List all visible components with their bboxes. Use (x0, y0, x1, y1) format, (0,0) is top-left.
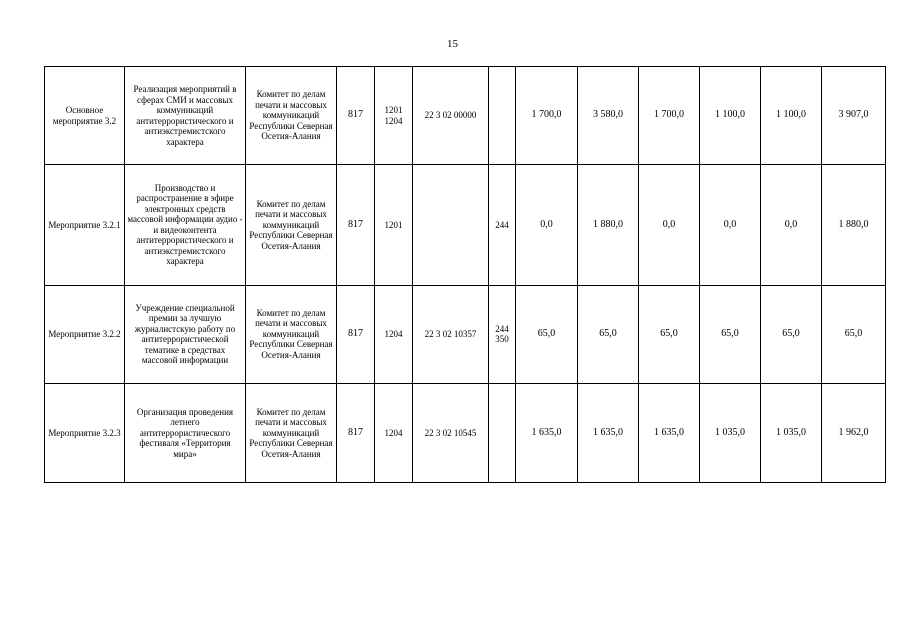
amount-cell: 1 635,0 (516, 383, 578, 482)
activity-name-cell: Производство и распространение в эфире электронных средств массовой информации аудио - и видеоконтента антитеррористического и антиэкстремистского характера (125, 165, 246, 285)
amount-cell: 1 035,0 (700, 383, 761, 482)
status-cell: Мероприятие 3.2.2 (45, 285, 125, 383)
activity-name-cell: Учреждение специальной премии за лучшую журналистскую работу по антитеррористической тематике в средствах массовой информации (125, 285, 246, 383)
amount-cell: 3 907,0 (822, 67, 886, 165)
status-cell: Мероприятие 3.2.3 (45, 383, 125, 482)
amount-cell: 1 880,0 (822, 165, 886, 285)
activity-name-cell: Организация проведения летнего антитеррористического фестиваля «Территория мира» (125, 383, 246, 482)
program-budget-table (44, 66, 886, 483)
amount-cell: 1 635,0 (578, 383, 639, 482)
amount-cell: 65,0 (516, 285, 578, 383)
status-cell: Основное мероприятие 3.2 (45, 67, 125, 165)
amount-cell: 65,0 (761, 285, 822, 383)
csr-cell: 22 3 02 10357 (413, 285, 489, 383)
grbs-cell: 817 (337, 67, 375, 165)
amount-cell: 0,0 (700, 165, 761, 285)
csr-cell: 22 3 02 10545 (413, 383, 489, 482)
amount-cell: 65,0 (639, 285, 700, 383)
amount-cell: 1 962,0 (822, 383, 886, 482)
page-number: 15 (447, 38, 458, 50)
amount-cell: 0,0 (761, 165, 822, 285)
rzpr-cell: 1201 1204 (375, 67, 413, 165)
amount-cell: 1 635,0 (639, 383, 700, 482)
grbs-cell: 817 (337, 165, 375, 285)
grbs-cell: 817 (337, 285, 375, 383)
table-row (45, 165, 886, 285)
executor-cell: Комитет по делам печати и массовых коммуникаций Республики Северная Осетия-Алания (246, 67, 337, 165)
table-row (45, 285, 886, 383)
vr-cell (489, 383, 516, 482)
amount-cell: 1 100,0 (700, 67, 761, 165)
status-cell: Мероприятие 3.2.1 (45, 165, 125, 285)
amount-cell: 1 700,0 (516, 67, 578, 165)
vr-cell: 244 (489, 165, 516, 285)
table-row (45, 383, 886, 482)
executor-cell: Комитет по делам печати и массовых коммуникаций Республики Северная Осетия-Алания (246, 285, 337, 383)
amount-cell: 1 700,0 (639, 67, 700, 165)
amount-cell: 0,0 (639, 165, 700, 285)
vr-cell (489, 67, 516, 165)
table-row (45, 67, 886, 165)
amount-cell: 3 580,0 (578, 67, 639, 165)
grbs-cell: 817 (337, 383, 375, 482)
amount-cell: 1 035,0 (761, 383, 822, 482)
amount-cell: 65,0 (822, 285, 886, 383)
csr-cell: 22 3 02 00000 (413, 67, 489, 165)
activity-name-cell: Реализация мероприятий в сферах СМИ и массовых коммуникаций антитеррористического и антиэкстремистского характера (125, 67, 246, 165)
amount-cell: 65,0 (578, 285, 639, 383)
rzpr-cell: 1204 (375, 285, 413, 383)
amount-cell: 65,0 (700, 285, 761, 383)
rzpr-cell: 1201 (375, 165, 413, 285)
amount-cell: 1 100,0 (761, 67, 822, 165)
amount-cell: 1 880,0 (578, 165, 639, 285)
amount-cell: 0,0 (516, 165, 578, 285)
csr-cell (413, 165, 489, 285)
executor-cell: Комитет по делам печати и массовых коммуникаций Республики Северная Осетия-Алания (246, 165, 337, 285)
vr-cell: 244 350 (489, 285, 516, 383)
rzpr-cell: 1204 (375, 383, 413, 482)
executor-cell: Комитет по делам печати и массовых коммуникаций Республики Северная Осетия-Алания (246, 383, 337, 482)
